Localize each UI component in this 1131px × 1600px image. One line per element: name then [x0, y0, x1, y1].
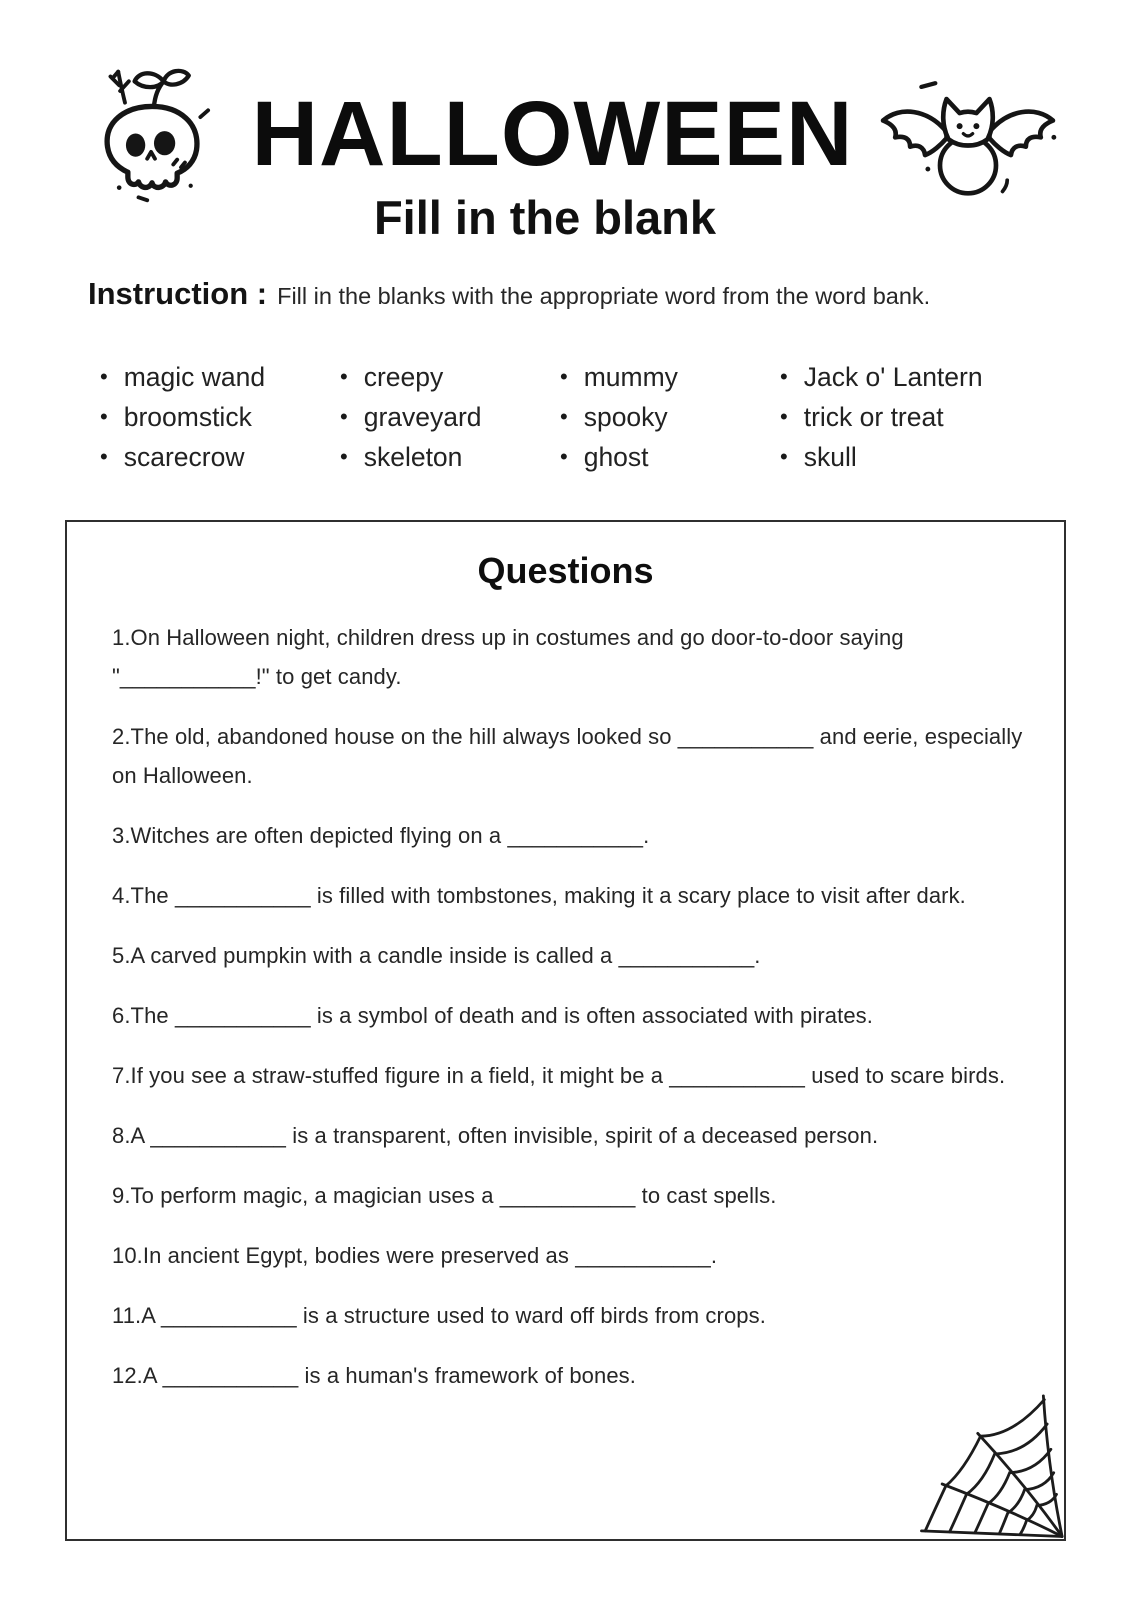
- instruction-text: Fill in the blanks with the appropriate word from the word bank.: [277, 283, 931, 309]
- question-item: 6.The ___________ is a symbol of death and is often associated with pirates.: [112, 1003, 873, 1028]
- word-bank-item: • broomstick: [100, 398, 340, 438]
- word-bank-item: • scarecrow: [100, 438, 340, 478]
- word-bank: [100, 358, 1060, 478]
- word-bank-item: • Jack o' Lantern: [780, 358, 1040, 398]
- question-item: 5.A carved pumpkin with a candle inside is called a ___________.: [112, 943, 761, 968]
- question-item: 7.If you see a straw-stuffed figure in a field, it might be a ___________ used to scare birds.: [112, 1063, 1006, 1088]
- questions-title: Questions: [477, 550, 654, 591]
- word-bank-item: • trick or treat: [780, 398, 1040, 438]
- page-title: HALLOWEEN: [251, 83, 854, 185]
- word-bank-column: [780, 358, 1040, 478]
- word-bank-item: • skeleton: [340, 438, 560, 478]
- question-item: 1.On Halloween night, children dress up in costumes and go door-to-door saying "___________!" to get candy.: [112, 625, 904, 689]
- question-item: 11.A ___________ is a structure used to ward off birds from crops.: [112, 1303, 766, 1328]
- question-item: 9.To perform magic, a magician uses a ___________ to cast spells.: [112, 1183, 777, 1208]
- instruction-label: Instruction :: [88, 276, 268, 311]
- question-item: 8.A ___________ is a transparent, often invisible, spirit of a deceased person.: [112, 1123, 879, 1148]
- question-item: 3.Witches are often depicted flying on a ___________.: [112, 823, 650, 848]
- word-bank-item: • spooky: [560, 398, 780, 438]
- question-item: 10.In ancient Egypt, bodies were preserved as ___________.: [112, 1243, 718, 1268]
- word-bank-item: • creepy: [340, 358, 560, 398]
- word-bank-item: • magic wand: [100, 358, 340, 398]
- questions-list: [67, 618, 1064, 1395]
- question-item: 4.The ___________ is filled with tombstones, making it a scary place to visit after dark.: [112, 883, 966, 908]
- page-subtitle: Fill in the blank: [373, 191, 717, 244]
- instruction-row: [88, 276, 1088, 312]
- word-bank-item: • skull: [780, 438, 1040, 478]
- word-bank-column: [100, 358, 340, 478]
- word-bank-item: • ghost: [560, 438, 780, 478]
- word-bank-item: • graveyard: [340, 398, 560, 438]
- word-bank-column: [560, 358, 780, 478]
- word-bank-column: [340, 358, 560, 478]
- word-bank-item: • mummy: [560, 358, 780, 398]
- question-item: 2.The old, abandoned house on the hill always looked so ___________ and eerie, especially on Halloween.: [112, 724, 1023, 788]
- question-item: 12.A ___________ is a human's framework of bones.: [112, 1363, 636, 1388]
- questions-box: [65, 520, 1066, 1541]
